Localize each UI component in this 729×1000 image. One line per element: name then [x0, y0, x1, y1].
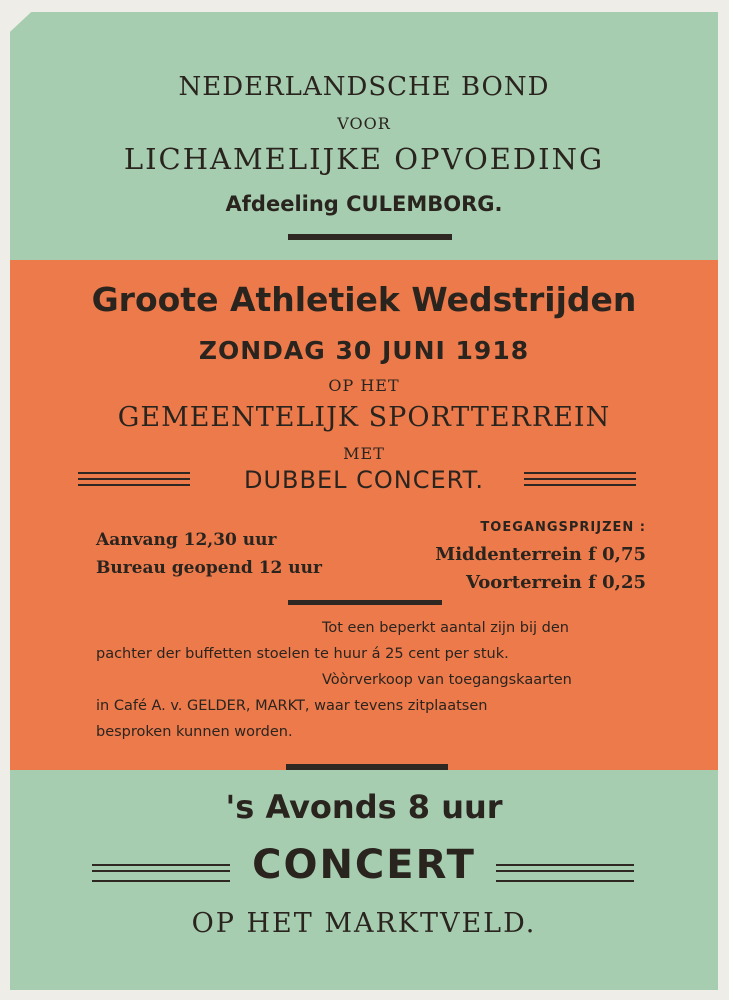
notice-line: besproken kunnen worden.	[96, 724, 293, 740]
evening-concert: CONCERT	[252, 842, 476, 888]
divider-rule	[286, 764, 448, 770]
event-title: Groote Athletiek Wedstrijden	[91, 280, 637, 319]
event-concert: DUBBEL CONCERT.	[243, 466, 485, 494]
org-name: NEDERLANDSCHE BOND	[178, 72, 550, 102]
poster	[10, 12, 718, 990]
event-op-het: OP HET	[328, 376, 400, 395]
evening-place: OP HET MARKTVELD.	[191, 908, 537, 939]
triple-rule-right	[496, 864, 634, 882]
org-department: Afdeeling CULEMBORG.	[225, 192, 503, 216]
org-voor: VOOR	[337, 114, 391, 133]
top-green-band	[10, 12, 718, 260]
notice-line: in Café A. v. GELDER, MARKT, waar tevens zitplaatsen	[96, 698, 488, 714]
notice-line: Vòòrverkoop van toegangskaarten	[322, 672, 572, 688]
event-date: ZONDAG 30 JUNI 1918	[198, 336, 530, 365]
event-met: MET	[343, 444, 385, 463]
price-middle: Middenterrein f 0,75	[435, 544, 646, 565]
evening-time: 's Avonds 8 uur	[225, 788, 503, 826]
office-open-time: Bureau geopend 12 uur	[96, 558, 322, 578]
prices-heading: TOEGANGSPRIJZEN :	[480, 520, 646, 535]
event-venue: GEMEENTELIJK SPORTTERREIN	[117, 402, 611, 433]
triple-rule-right	[524, 472, 636, 486]
notice-line: pachter der buffetten stoelen te huur á 25 cent per stuk.	[96, 646, 509, 662]
price-front: Voorterrein f 0,25	[465, 572, 646, 593]
divider-rule	[288, 234, 452, 240]
divider-rule	[288, 600, 442, 605]
notice-line: Tot een beperkt aantal zijn bij den	[322, 620, 569, 636]
start-time: Aanvang 12,30 uur	[96, 530, 277, 550]
org-subtitle: LICHAMELIJKE OPVOEDING	[123, 142, 605, 176]
